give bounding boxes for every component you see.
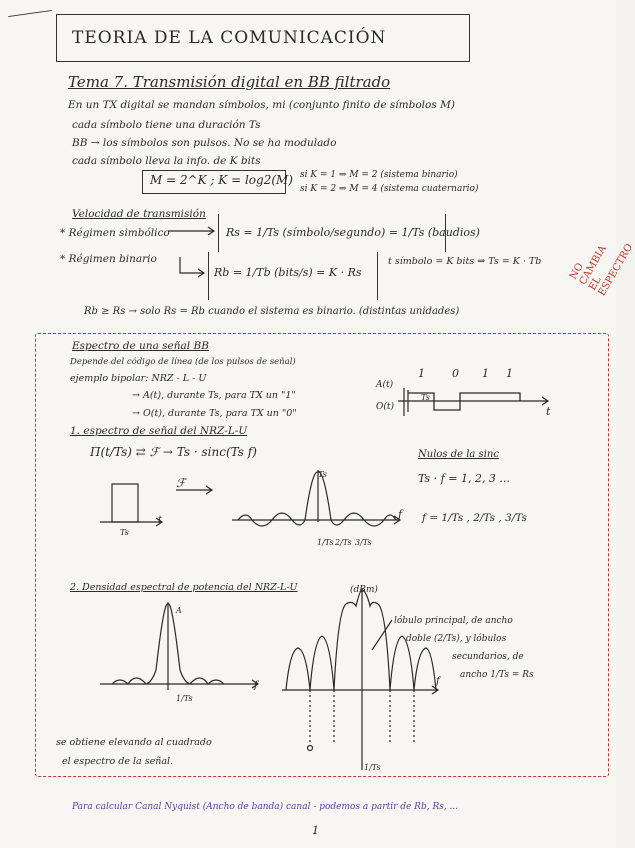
rs-formula: Rs = 1/Ts (símbolo/segundo) = 1/Ts (baudios): [226, 226, 480, 239]
rect-sinc-formula: Π(t/Ts) ⇄ ℱ → Ts · sinc(Ts f): [90, 445, 257, 459]
espectro-line-1: Depende del código de línea (de los pulsos de señal): [70, 357, 296, 367]
bit-1: 1: [418, 367, 425, 380]
regimen-simbolico: * Régimen simbólico: [60, 227, 170, 239]
page-title: TEORIA DE LA COMUNICACIÓN: [72, 28, 387, 48]
espectro-title: Espectro de una señal BB: [72, 340, 209, 352]
sinc-f-axis: f: [398, 508, 403, 521]
intro-line-1: En un TX digital se mandan símbolos, mi (conjunto finito de símbolos M): [68, 99, 455, 111]
sinc-curve: [238, 472, 396, 526]
ts-label: Ts: [421, 393, 430, 402]
regimen-binario: * Régimen binario: [60, 253, 157, 265]
page-number: 1: [312, 824, 319, 837]
rect-pulse: [112, 484, 138, 522]
lobulo-line-4: ancho 1/Ts = Rs: [460, 670, 534, 680]
sinc-tick-2: 2/Ts: [335, 538, 352, 547]
dbm-label: (dBm): [350, 585, 378, 595]
case-k1: si K = 1 ⇒ M = 2 (sistema binario): [300, 170, 458, 180]
rb-rs-comparison: Rb ≥ Rs → solo Rs = Rb cuando el sistema es binario. (distintas unidades): [84, 306, 460, 317]
espectro-line-2: ejemplo bipolar: NRZ - L - U: [70, 373, 207, 384]
intro-line-3: BB → los símbolos son pulsos. No se ha modulado: [72, 137, 337, 149]
conclusion-line-2: el espectro de la señal.: [62, 756, 174, 767]
nulos-frequencies: f = 1/Ts , 2/Ts , 3/Ts: [422, 512, 527, 524]
psd-f-axis: f: [254, 680, 258, 691]
bit-4: 1: [506, 367, 513, 380]
lobulo-line-1: lóbulo principal, de ancho: [394, 616, 513, 626]
arrow-rs: [168, 227, 214, 235]
rect-ts-label: Ts: [120, 528, 129, 537]
fourier-arrow: [176, 486, 212, 494]
rb-formula: Rb = 1/Tb (bits/s) = K · Rs: [214, 266, 362, 279]
t-axis-label: t: [546, 405, 551, 418]
arrow-rb: [180, 257, 204, 277]
formula-m-k: M = 2^K ; K = log2(M): [150, 173, 293, 187]
side-note: NO CAMBIA EL ESPECTRO: [568, 242, 635, 298]
lobulo-line-2: doble (2/Ts), y lóbulos: [406, 634, 507, 644]
rect-t-axis: t: [158, 515, 163, 526]
psd-db-lobes: [286, 590, 436, 690]
nulos-title: Nulos de la sinc: [418, 449, 499, 460]
lobulo-pointer: [372, 620, 392, 650]
sinc-axis: [232, 516, 400, 524]
psd-db-f-axis: f: [436, 676, 440, 687]
sinc-peak-label: Ts: [318, 470, 327, 479]
sinc-tick-1: 1/Ts: [317, 538, 334, 547]
intro-line-4: cada símbolo lleva la info. de K bits: [72, 155, 261, 167]
tsimbolo-relation: t símbolo = K bits ⇒ Ts = K · Tb: [388, 256, 542, 267]
bit-2: 0: [452, 367, 459, 380]
lobulo-line-3: secundarios, de: [452, 652, 524, 662]
conclusion-line-1: se obtiene elevando al cuadrado: [56, 737, 212, 748]
axis-o-label: O(t): [376, 402, 395, 412]
axis-a-label: A(t): [376, 380, 394, 390]
nulos-equation: Ts · f = 1, 2, 3 ...: [418, 472, 510, 485]
sinc-tick-3: 3/Ts: [355, 538, 372, 547]
psd-db-tick: 1/Ts: [364, 763, 381, 772]
item2-title: 2. Densidad espectral de potencia del NRZ-L-U: [70, 582, 298, 593]
nrz-time-axis: [398, 397, 548, 405]
footer-note: Para calcular Canal Nyquist (Ancho de banda) canal - podemos a partir de Rb, Rs, ...: [72, 802, 459, 812]
case-k2: si K = 2 ⇒ M = 4 (sistema cuaternario): [300, 184, 479, 194]
intro-line-2: cada símbolo tiene una duración Ts: [72, 119, 261, 131]
fourier-arrow-label: ℱ: [176, 476, 186, 490]
section-heading: Tema 7. Transmisión digital en BB filtrado: [68, 73, 391, 91]
velocidad-title: Velocidad de transmisión: [72, 208, 206, 220]
signal-o-desc: → O(t), durante Ts, para TX un "0": [132, 408, 297, 419]
psd-db-null-marker: [308, 746, 313, 751]
bit-3: 1: [482, 367, 489, 380]
item1-title: 1. espectro de señal del NRZ-L-U: [70, 425, 248, 437]
psd-tick: 1/Ts: [176, 694, 193, 703]
signal-a-desc: → A(t), durante Ts, para TX un "1": [132, 390, 296, 401]
psd-peak-label: A: [176, 606, 182, 615]
